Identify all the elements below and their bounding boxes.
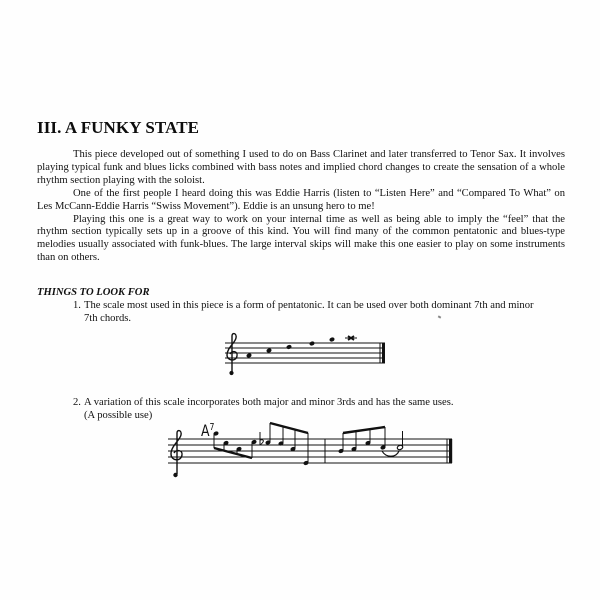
x-notehead [345, 336, 357, 340]
treble-clef-icon [171, 431, 182, 477]
things-to-look-for-heading: THINGS TO LOOK FOR [37, 287, 150, 298]
paragraph: One of the first people I heard doing this was Eddie Harris (listen to “Listen Here” and “Compared To What” on Les McCann-Eddie Harris “Swiss Movement”). Eddie is an unsung hero to me! [37, 187, 565, 212]
paragraph: Playing this one is a great way to work on your internal time as well as being able to imply the “feel” that the rhythm section typically sets up in a groove of this kind. You will find many of the common pentatonic and blues-type melodies usually associated with funk-blues. The large interval skips will make this one easier to play on some instruments than on others. [37, 213, 565, 264]
list-item-text: The scale most used in this piece is a form of pentatonic. It can be used over both dominant 7th and minor [84, 300, 534, 311]
staff-lines [168, 439, 452, 463]
noteheads [265, 440, 309, 466]
music-example-2 [168, 430, 458, 480]
section-title: III. A FUNKY STATE [37, 118, 200, 137]
beam [270, 423, 308, 433]
intro-text [37, 149, 565, 265]
beam [343, 427, 385, 433]
paragraph: This piece developed out of something I used to do on Bass Clarinet and later transferred to Tenor Sax. It involves playing typical funk and blues licks combined with bass notes and implied chord changes to create the sensation of a whole rhythm section playing with the soloist. [37, 149, 565, 186]
list-item-continuation: 7th chords. [84, 312, 132, 324]
noteheads [338, 440, 386, 454]
staff-lines [225, 343, 385, 363]
tie [382, 451, 399, 456]
list-item-number: 1. [73, 300, 81, 311]
list-item-text: A variation of this scale incorporates both major and minor 3rds and has the same uses. [84, 397, 454, 408]
music-example-1 [222, 330, 390, 380]
half-note [397, 431, 404, 450]
stems [214, 434, 252, 458]
list-item [73, 300, 563, 326]
list-item-continuation: (A possible use) [84, 409, 153, 421]
chord-symbol: $A^7$ [201, 421, 215, 440]
list-item-number: 2. [73, 397, 81, 408]
treble-clef-icon [227, 334, 237, 375]
list-item [73, 397, 563, 423]
